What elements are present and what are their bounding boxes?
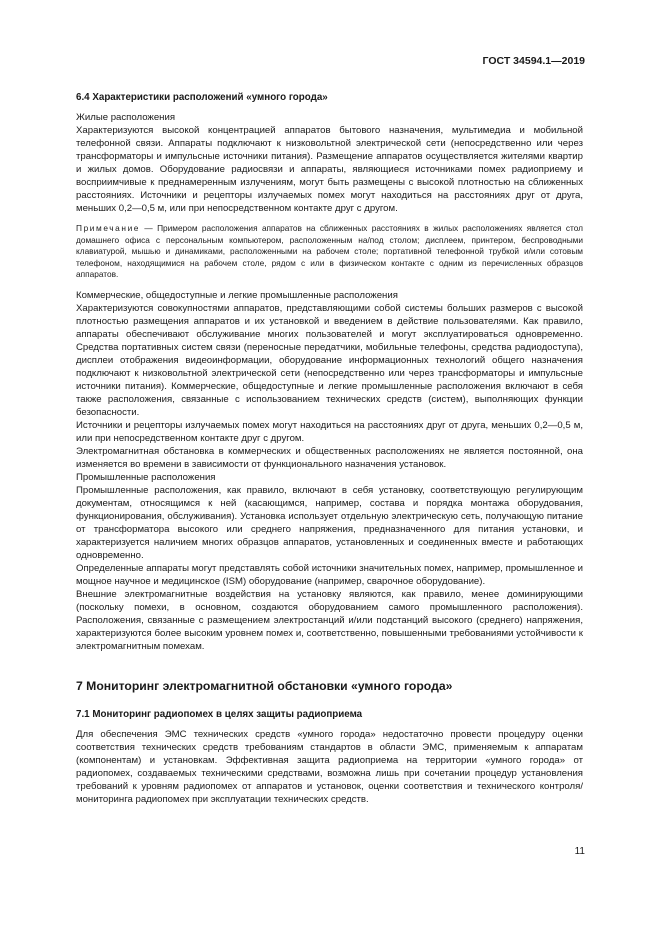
section-7-1-title: 7.1 Мониторинг радиопомех в целях защиты радиоприема [76, 708, 363, 720]
section-6-4-title: 6.4 Характеристики расположений «умного города» [76, 92, 328, 103]
residential-paragraph: Характеризуются высокой концентрацией аппаратов бытового назначения, мультимедиа и мобильной телефонной связи. Аппараты подключают к низковольтной электрической сети (непосредственно или через трансформаторы и импульсные источники питания). Размещение аппаратов осуществляется жителями квартир и жилых домов. Оборудование радиосвязи и аппараты, являющиеся источниками помех радиоприему и восприимчивые к преднамеренным излучениям, могут быть размещены с высокой плотностью на сближенных расстояниях. Источники и рецепторы излучаемых помех могут находиться на расстояниях друг от друга, меньших 0,2—0,5 м, или при непосредственном контакте друг с другом. [76, 125, 583, 214]
industrial-paragraph-3: Внешние электромагнитные воздействия на установку являются, как правило, менее доминирующими (поскольку помехи, в основном, создаются оборудованием самого промышленного расположения). Расположения, связанные с размещением электростанций и/или подстанций высокого (среднего) напряжения, характеризуются более высоким уровнем помех и, соответственно, повышенными требованиями устойчивости к электромагнитным помехам. [76, 588, 583, 652]
industrial-heading: Промышленные расположения [76, 471, 216, 483]
note-text: — Примером расположения аппаратов на сближенных расстояниях в жилых расположениях является стол домашнего офиса с персональным компьютером, расположенным на/под столом; дисплеем, принтером, беспроводными клавиатурой, мышью и динамиками, расположенными на рабочем столе; портативной телефонной трубкой и/или сотовым телефоном, находящимися на рабочем столе, рядом с или в физическом контакте с одним из перечисленных образцов аппаратов. [76, 223, 583, 279]
section-7-1-paragraph: Для обеспечения ЭМС технических средств «умного города» недостаточно провести процедуру оценки соответствия технических средств требованиям стандартов в области ЭМС, применяемым к аппаратам (компонентам) и установкам. Эффективная защита радиоприема на территории «умного города» от радиопомех, создаваемых техническими средствами, возможна лишь при сочетании процедур установления требований к уровням радиопомех от аппаратов и установок, оценки соответствия и технического контроля/мониторинга радиопомех при эксплуатации технических средств. [76, 728, 583, 805]
page-content [76, 92, 583, 806]
chapter-7-title: 7 Мониторинг электромагнитной обстановки «умного города» [76, 678, 453, 693]
page-number: 11 [574, 846, 585, 857]
commercial-paragraph-3: Электромагнитная обстановка в коммерческих и общественных расположениях не является постоянной, она изменяется во времени в зависимости от функционального назначения установок. [76, 445, 583, 470]
document-code: ГОСТ 34594.1—2019 [482, 55, 585, 67]
industrial-paragraph-1: Промышленные расположения, как правило, включают в себя установку, соответствующую регулирующим документам, относящимся к ней (касающимся, например, состава и порядка монтажа оборудования, функционирования, обслуживания). Установка использует отдельную электрическую сеть, получающую питание от трансформатора высокого или среднего напряжения, предназначенного для питания установки, и характеризуется наличием многих образцов аппаратов, установленных и соединенных вместе и работающих одновременно. [76, 484, 583, 561]
residential-heading: Жилые расположения [76, 112, 176, 123]
commercial-heading: Коммерческие, общедоступные и легкие промышленные расположения [76, 289, 398, 301]
industrial-paragraph-2: Определенные аппараты могут представлять собой источники значительных помех, например, промышленное и мощное научное и медицинское (ISM) оборудование (например, сварочное оборудование). [76, 562, 583, 587]
commercial-paragraph-2: Источники и рецепторы излучаемых помех могут находиться на расстояниях друг от друга, меньших 0,2—0,5 м, или при непосредственном контакте друг с другом. [76, 419, 583, 444]
note-label: Примечание [76, 223, 141, 233]
note-paragraph [76, 223, 583, 281]
commercial-paragraph-1: Характеризуются совокупностями аппаратов, представляющими собой системы больших размеров с высокой плотностью размещения аппаратов и их установкой и введением в действие пользователями. Как правило, аппараты обеспечивают обслуживание многих пользователей и могут эксплуатироваться одновременно. Средства портативных систем связи (переносные передатчики, мобильные телефоны, средства радиодоступа), дисплеи отображения видеоинформации, оборудование информационных технологий общего назначения подключают к низковольтной электрической сети (непосредственно или через трансформаторы и импульсные источники питания). Коммерческие, общедоступные и легкие промышленные расположения включают в себя также расположения, связанные с использованием технических средств (систем), выполняющих функции безопасности. [76, 302, 583, 418]
